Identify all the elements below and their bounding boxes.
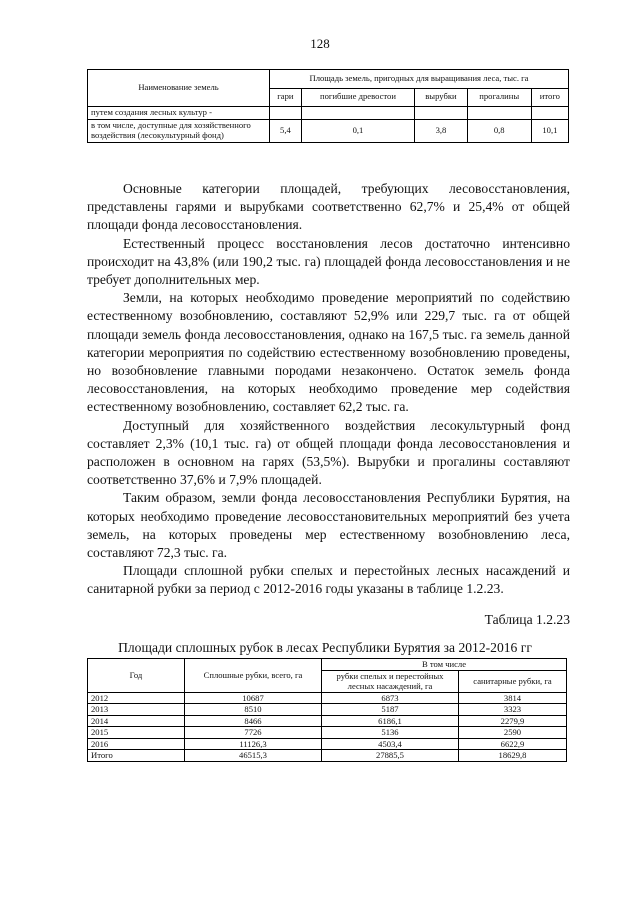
paragraph: Таким образом, земли фонда лесовосстановления Республики Бурятия, на которых необходимо проведение лесовосстановительных мероприятий без учета земель, на которых проведены мер естественному возобновлению леса, составляют 72,3 тыс. га. [87, 490, 570, 561]
table-cell: 3814 [459, 692, 567, 704]
table-cell: 8510 [185, 704, 322, 716]
table-cell: 46515,3 [185, 750, 322, 762]
table-cell: 18629,8 [459, 750, 567, 762]
row-year: 2014 [88, 715, 185, 727]
table-row [88, 727, 567, 739]
table-cell: 6622,9 [459, 738, 567, 750]
column-header: итого [531, 88, 568, 107]
row-year: Итого [88, 750, 185, 762]
table-cell: 0,8 [467, 119, 531, 142]
paragraph: Доступный для хозяйственного воздействия лесокультурный фонд составляет 2,3% (10,1 тыс. га) от общей площади фонда лесовосстановления и расположен в основном на гарях (53,5%). Вырубки и прогалины составляют соответственно 37,6% и 7,9% площадей. [87, 417, 570, 488]
table-cell [531, 107, 568, 120]
paragraph: Земли, на которых необходимо проведение мероприятий по содействию естественному возобновлению, составляют 52,9% или 229,7 тыс. га от общей площади земель фонда лесовосстановления, однако на 167,5 тыс. га земель данной категории мероприятия по содействию естественному возобновлению проведены, но возобновление главными породами незакончено. Остаток земель фонда лесовосстановления, на которых необходимо проведение мер содействия естественному возобновлению, составляет 62,2 тыс. га. [87, 290, 570, 415]
table-cell: 8466 [185, 715, 322, 727]
column-header: погибшие древостои [301, 88, 414, 107]
table-cell: 5,4 [270, 119, 302, 142]
row-year: 2015 [88, 727, 185, 739]
table-cell: 10687 [185, 692, 322, 704]
table-cell [270, 107, 302, 120]
land-area-table [87, 69, 569, 143]
table-cell: 6873 [322, 692, 459, 704]
table-row [88, 704, 567, 716]
table-cell: 11126,3 [185, 738, 322, 750]
paragraph: Площади сплошной рубки спелых и перестойных лесных насаждений и санитарной рубки за период с 2012-2016 годы указаны в таблице 1.2.23. [87, 563, 570, 597]
body-text [87, 180, 570, 599]
table-cell: 4503,4 [322, 738, 459, 750]
page-number: 128 [310, 36, 330, 51]
table-cell: 2590 [459, 727, 567, 739]
table-row [88, 738, 567, 750]
table-cell: 2279,9 [459, 715, 567, 727]
column-header: прогалины [467, 88, 531, 107]
table-cell: 27885,5 [322, 750, 459, 762]
table-cell: 10,1 [531, 119, 568, 142]
clearcut-table [87, 658, 567, 762]
table-row-total [88, 750, 567, 762]
column-header: гари [270, 88, 302, 107]
paragraph: Основные категории площадей, требующих лесовосстановления, представлены гарями и вырубками соответственно 62,7% и 25,4% от общей площади фонда лесовосстановления. [87, 181, 570, 233]
column-group-header: В том числе [322, 659, 567, 671]
table-header-row [88, 659, 567, 671]
column-header-total: Сплошные рубки, всего, га [185, 659, 322, 693]
row-year: 2013 [88, 704, 185, 716]
row-year: 2016 [88, 738, 185, 750]
row-label: путем создания лесных культур - [88, 107, 270, 120]
table-row [88, 692, 567, 704]
paragraph: Естественный процесс восстановления лесов достаточно интенсивно происходит на 43,8% (или 190,2 тыс. га) площадей фонда лесовосстановления и не требует дополнительных мер. [87, 235, 570, 288]
table-cell: 3,8 [415, 119, 467, 142]
table-cell: 6186,1 [322, 715, 459, 727]
row-label: в том числе, доступные для хозяйственного воздействия (лесокультурный фонд) [88, 119, 270, 142]
table-row [88, 107, 569, 120]
table-caption: Таблица 1.2.23 [484, 612, 570, 627]
table-title: Площади сплошных рубок в лесах Республики Бурятия за 2012-2016 гг [118, 640, 532, 655]
table-cell [415, 107, 467, 120]
table-cell: 5136 [322, 727, 459, 739]
table-cell: 3323 [459, 704, 567, 716]
column-header-sanitary: санитарные рубки, га [459, 670, 567, 692]
row-year: 2012 [88, 692, 185, 704]
table-cell: 5187 [322, 704, 459, 716]
column-header-year: Год [88, 659, 185, 693]
column-header-land-name: Наименование земель [88, 70, 270, 107]
table-row [88, 715, 567, 727]
column-header-mature: рубки спелых и перестойных лесных насаждений, га [322, 670, 459, 692]
table-cell [301, 107, 414, 120]
table-cell [467, 107, 531, 120]
table-row [88, 119, 569, 142]
table-header-row [88, 70, 569, 89]
table-cell: 0,1 [301, 119, 414, 142]
column-group-header: Площадь земель, пригодных для выращивания леса, тыс. га [270, 70, 569, 89]
column-header: вырубки [415, 88, 467, 107]
table-cell: 7726 [185, 727, 322, 739]
